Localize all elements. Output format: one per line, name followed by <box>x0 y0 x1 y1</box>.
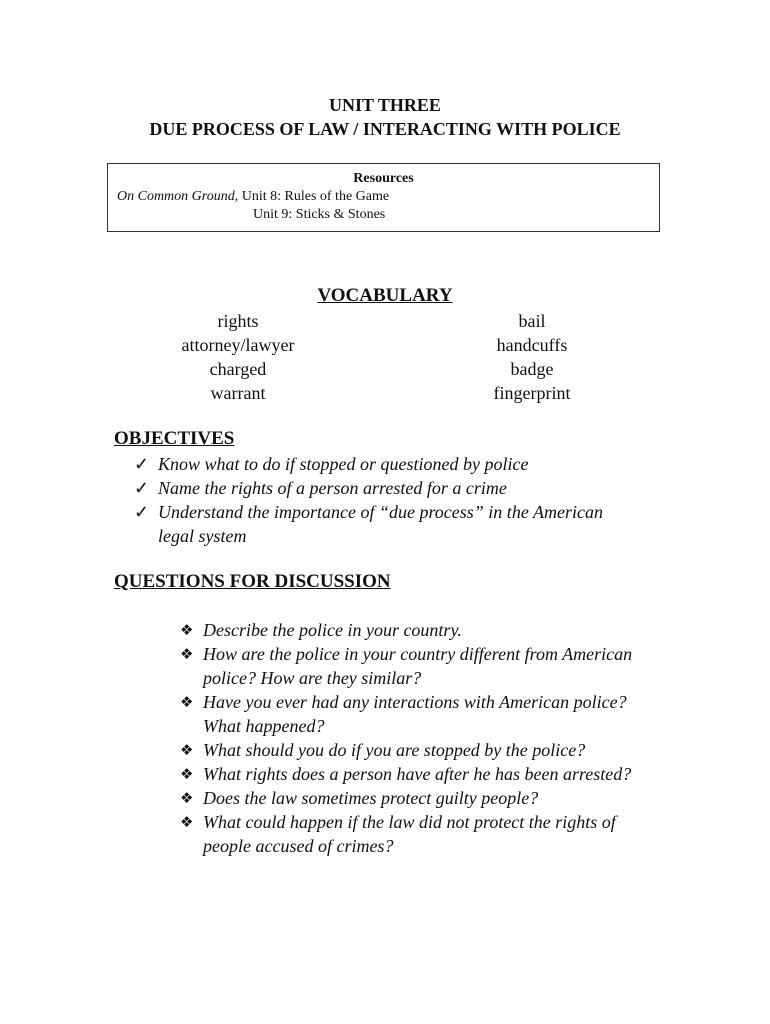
question-item <box>180 642 660 690</box>
check-mark-icon: ✓ <box>134 454 150 474</box>
question-item <box>180 810 660 858</box>
four-diamond-bullet-icon: ❖ <box>180 813 194 831</box>
objectives-heading: OBJECTIVES <box>114 428 235 449</box>
questions-list <box>180 618 660 858</box>
question-item <box>180 690 660 738</box>
question-item <box>180 738 660 762</box>
vocab-word: bail <box>518 311 546 331</box>
question-item <box>180 618 660 642</box>
resources-heading: Resources <box>353 171 414 186</box>
question-text: How are the police in your country different from American police? How are they similar? <box>203 644 633 688</box>
question-text: Does the law sometimes protect guilty people? <box>203 788 539 808</box>
four-diamond-bullet-icon: ❖ <box>180 789 194 807</box>
questions-heading: QUESTIONS FOR DISCUSSION <box>114 571 391 592</box>
vocabulary-left-column <box>158 309 318 405</box>
question-text: What could happen if the law did not protect the rights of people accused of crimes? <box>203 812 616 856</box>
vocab-word: badge <box>510 359 554 379</box>
resources-unit8: , Unit 8: Rules of the Game <box>234 189 390 204</box>
objective-item <box>134 452 604 476</box>
vocab-word: rights <box>217 311 259 331</box>
resources-book-title: On Common Ground <box>117 189 235 204</box>
four-diamond-bullet-icon: ❖ <box>180 693 194 711</box>
objective-text: Understand the importance of “due process” in the American legal system <box>158 502 603 546</box>
objectives-list <box>134 452 604 548</box>
resources-box <box>107 163 660 232</box>
objective-item <box>134 476 604 500</box>
vocabulary-heading: VOCABULARY <box>317 285 453 306</box>
vocabulary-right-column <box>452 309 612 405</box>
objective-item <box>134 500 604 548</box>
objective-text: Know what to do if stopped or questioned by police <box>158 454 529 474</box>
unit-subtitle: DUE PROCESS OF LAW / INTERACTING WITH POLICE <box>149 119 621 139</box>
four-diamond-bullet-icon: ❖ <box>180 645 194 663</box>
question-item <box>180 762 660 786</box>
vocab-word: attorney/lawyer <box>181 335 295 355</box>
question-text: Describe the police in your country. <box>203 620 462 640</box>
check-mark-icon: ✓ <box>134 502 150 522</box>
four-diamond-bullet-icon: ❖ <box>180 741 194 759</box>
question-text: What should you do if you are stopped by the police? <box>203 740 586 760</box>
resources-line-unit8 <box>117 189 389 205</box>
vocab-word: fingerprint <box>493 383 571 403</box>
check-mark-icon: ✓ <box>134 478 150 498</box>
resources-unit9: Unit 9: Sticks & Stones <box>253 207 386 222</box>
objective-text: Name the rights of a person arrested for a crime <box>158 478 507 498</box>
question-text: Have you ever had any interactions with American police? What happened? <box>203 692 627 736</box>
four-diamond-bullet-icon: ❖ <box>180 621 194 639</box>
unit-title: UNIT THREE <box>329 95 441 115</box>
four-diamond-bullet-icon: ❖ <box>180 765 194 783</box>
vocab-word: handcuffs <box>496 335 568 355</box>
vocab-word: charged <box>209 359 267 379</box>
question-item <box>180 786 660 810</box>
question-text: What rights does a person have after he has been arrested? <box>203 764 632 784</box>
vocab-word: warrant <box>210 383 266 403</box>
